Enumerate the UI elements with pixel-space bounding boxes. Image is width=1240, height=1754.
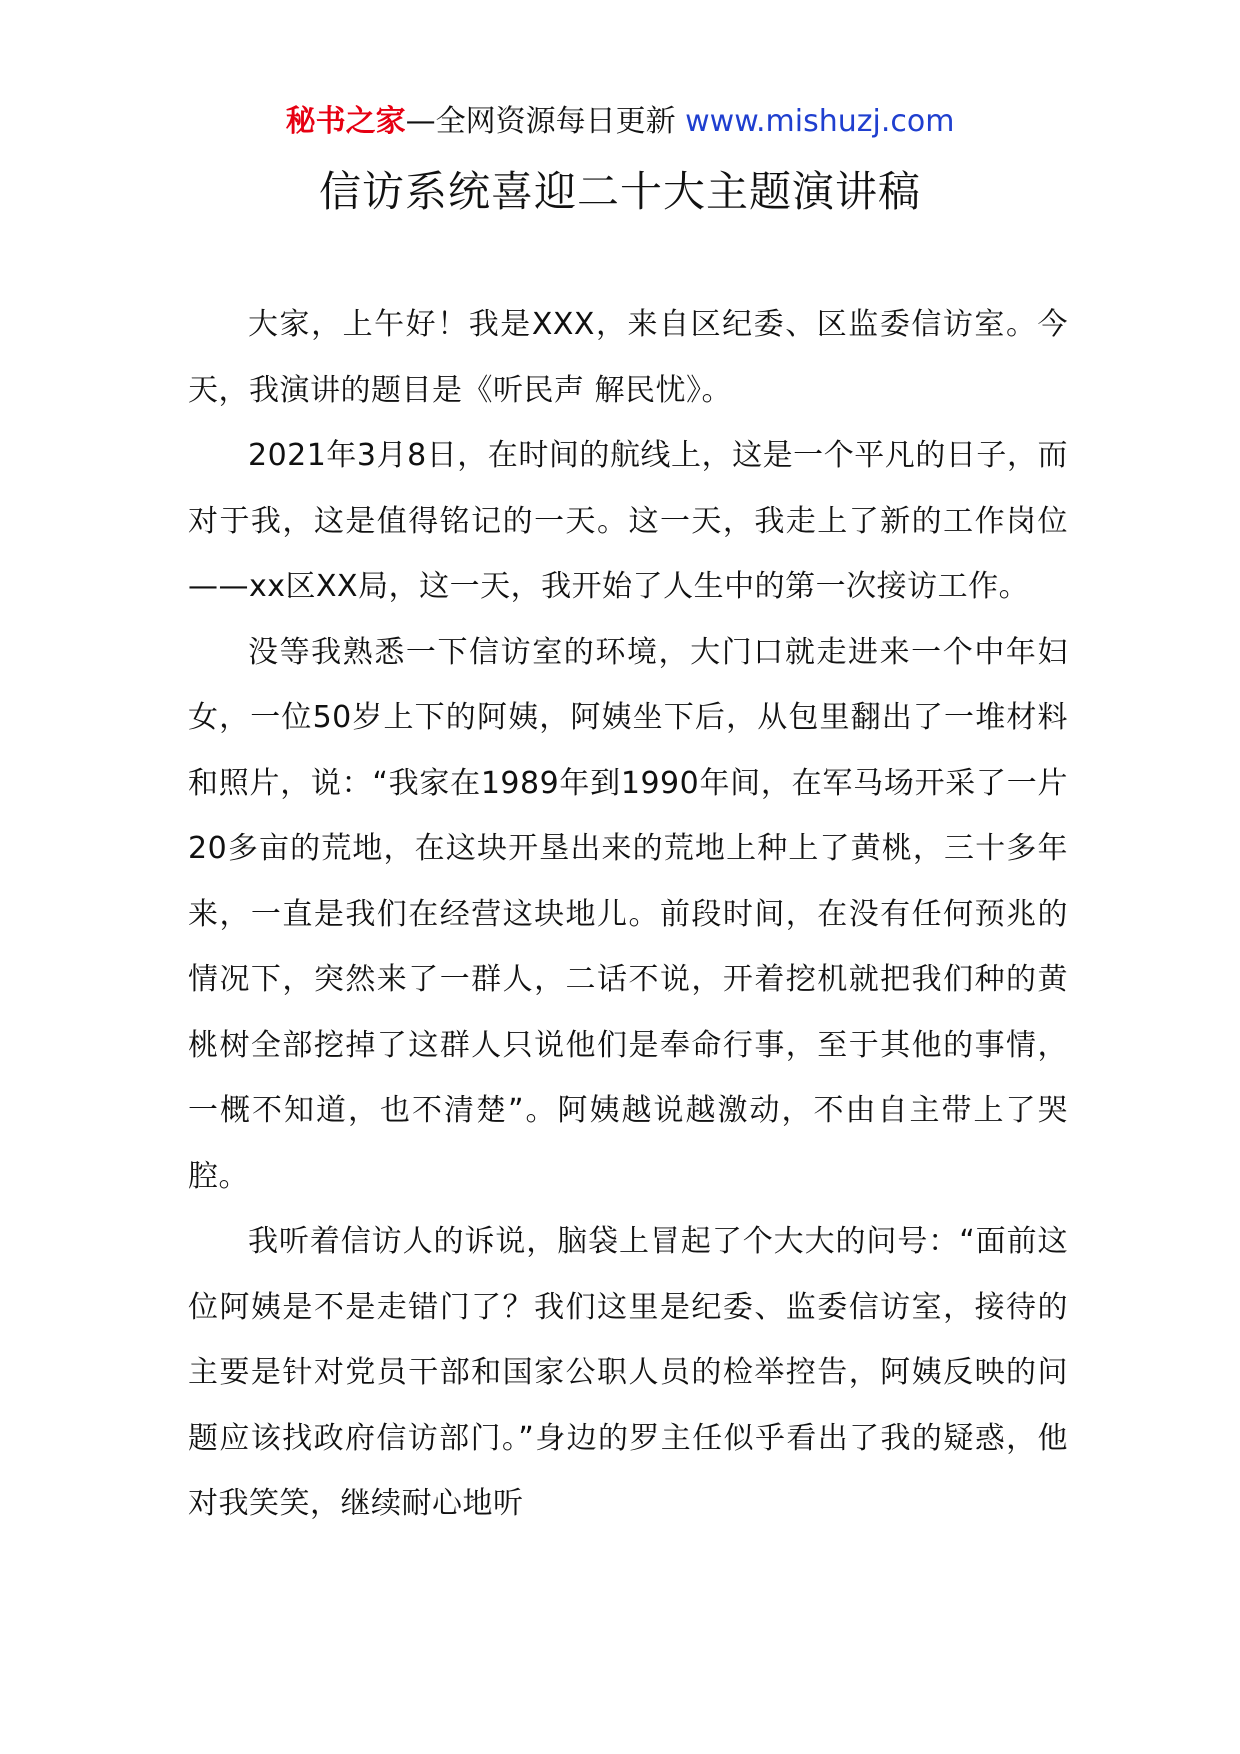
site-brand: 秘书之家 [285,104,406,139]
document-body [188,292,1068,1537]
site-url-link[interactable]: www.mishuzj.com [685,104,955,139]
paragraph-first-day: 2021年3月8日，在时间的航线上，这是一个平凡的日子，而对于我，这是值得铭记的一天。这一天，我走上了新的工作岗位——xx区XX局，这一天，我开始了人生中的第一次接访工作。 [188,438,1068,604]
site-slogan: —全网资源每日更新 [405,104,686,139]
site-header [0,100,1240,144]
paragraph-visitor-story: 没等我熟悉一下信访室的环境，大门口就走进来一个中年妇女，一位50岁上下的阿姨，阿姨坐下后，从包里翻出了一堆材料和照片，说：“我家在1989年到1990年间，在军马场开采了一片20多亩的荒地，在这块开垦出来的荒地上种上了黄桃，三十多年来，一直是我们在经营这块地儿。前段时间，在没有任何预兆的情况下，突然来了一群人，二话不说，开着挖机就把我们种的黄桃树全部挖掉了这群人只说他们是奉命行事，至于其他的事情，一概不知道，也不清楚”。阿姨越说越激动，不由自主带上了哭腔。 [188,634,1068,1194]
paragraph-greeting: 大家，上午好！我是XXX，来自区纪委、区监委信访室。今天，我演讲的题目是《听民声 解民忧》。 [188,307,1068,408]
paragraph-reflection: 我听着信访人的诉说，脑袋上冒起了个大大的问号：“面前这位阿姨是不是走错门了？我们这里是纪委、监委信访室，接待的主要是针对党员干部和国家公职人员的检举控告，阿姨反映的问题应该找政府信访部门。”身边的罗主任似乎看出了我的疑惑，他对我笑笑，继续耐心地听 [188,1224,1068,1521]
document-title: 信访系统喜迎二十大主题演讲稿 [318,167,921,216]
